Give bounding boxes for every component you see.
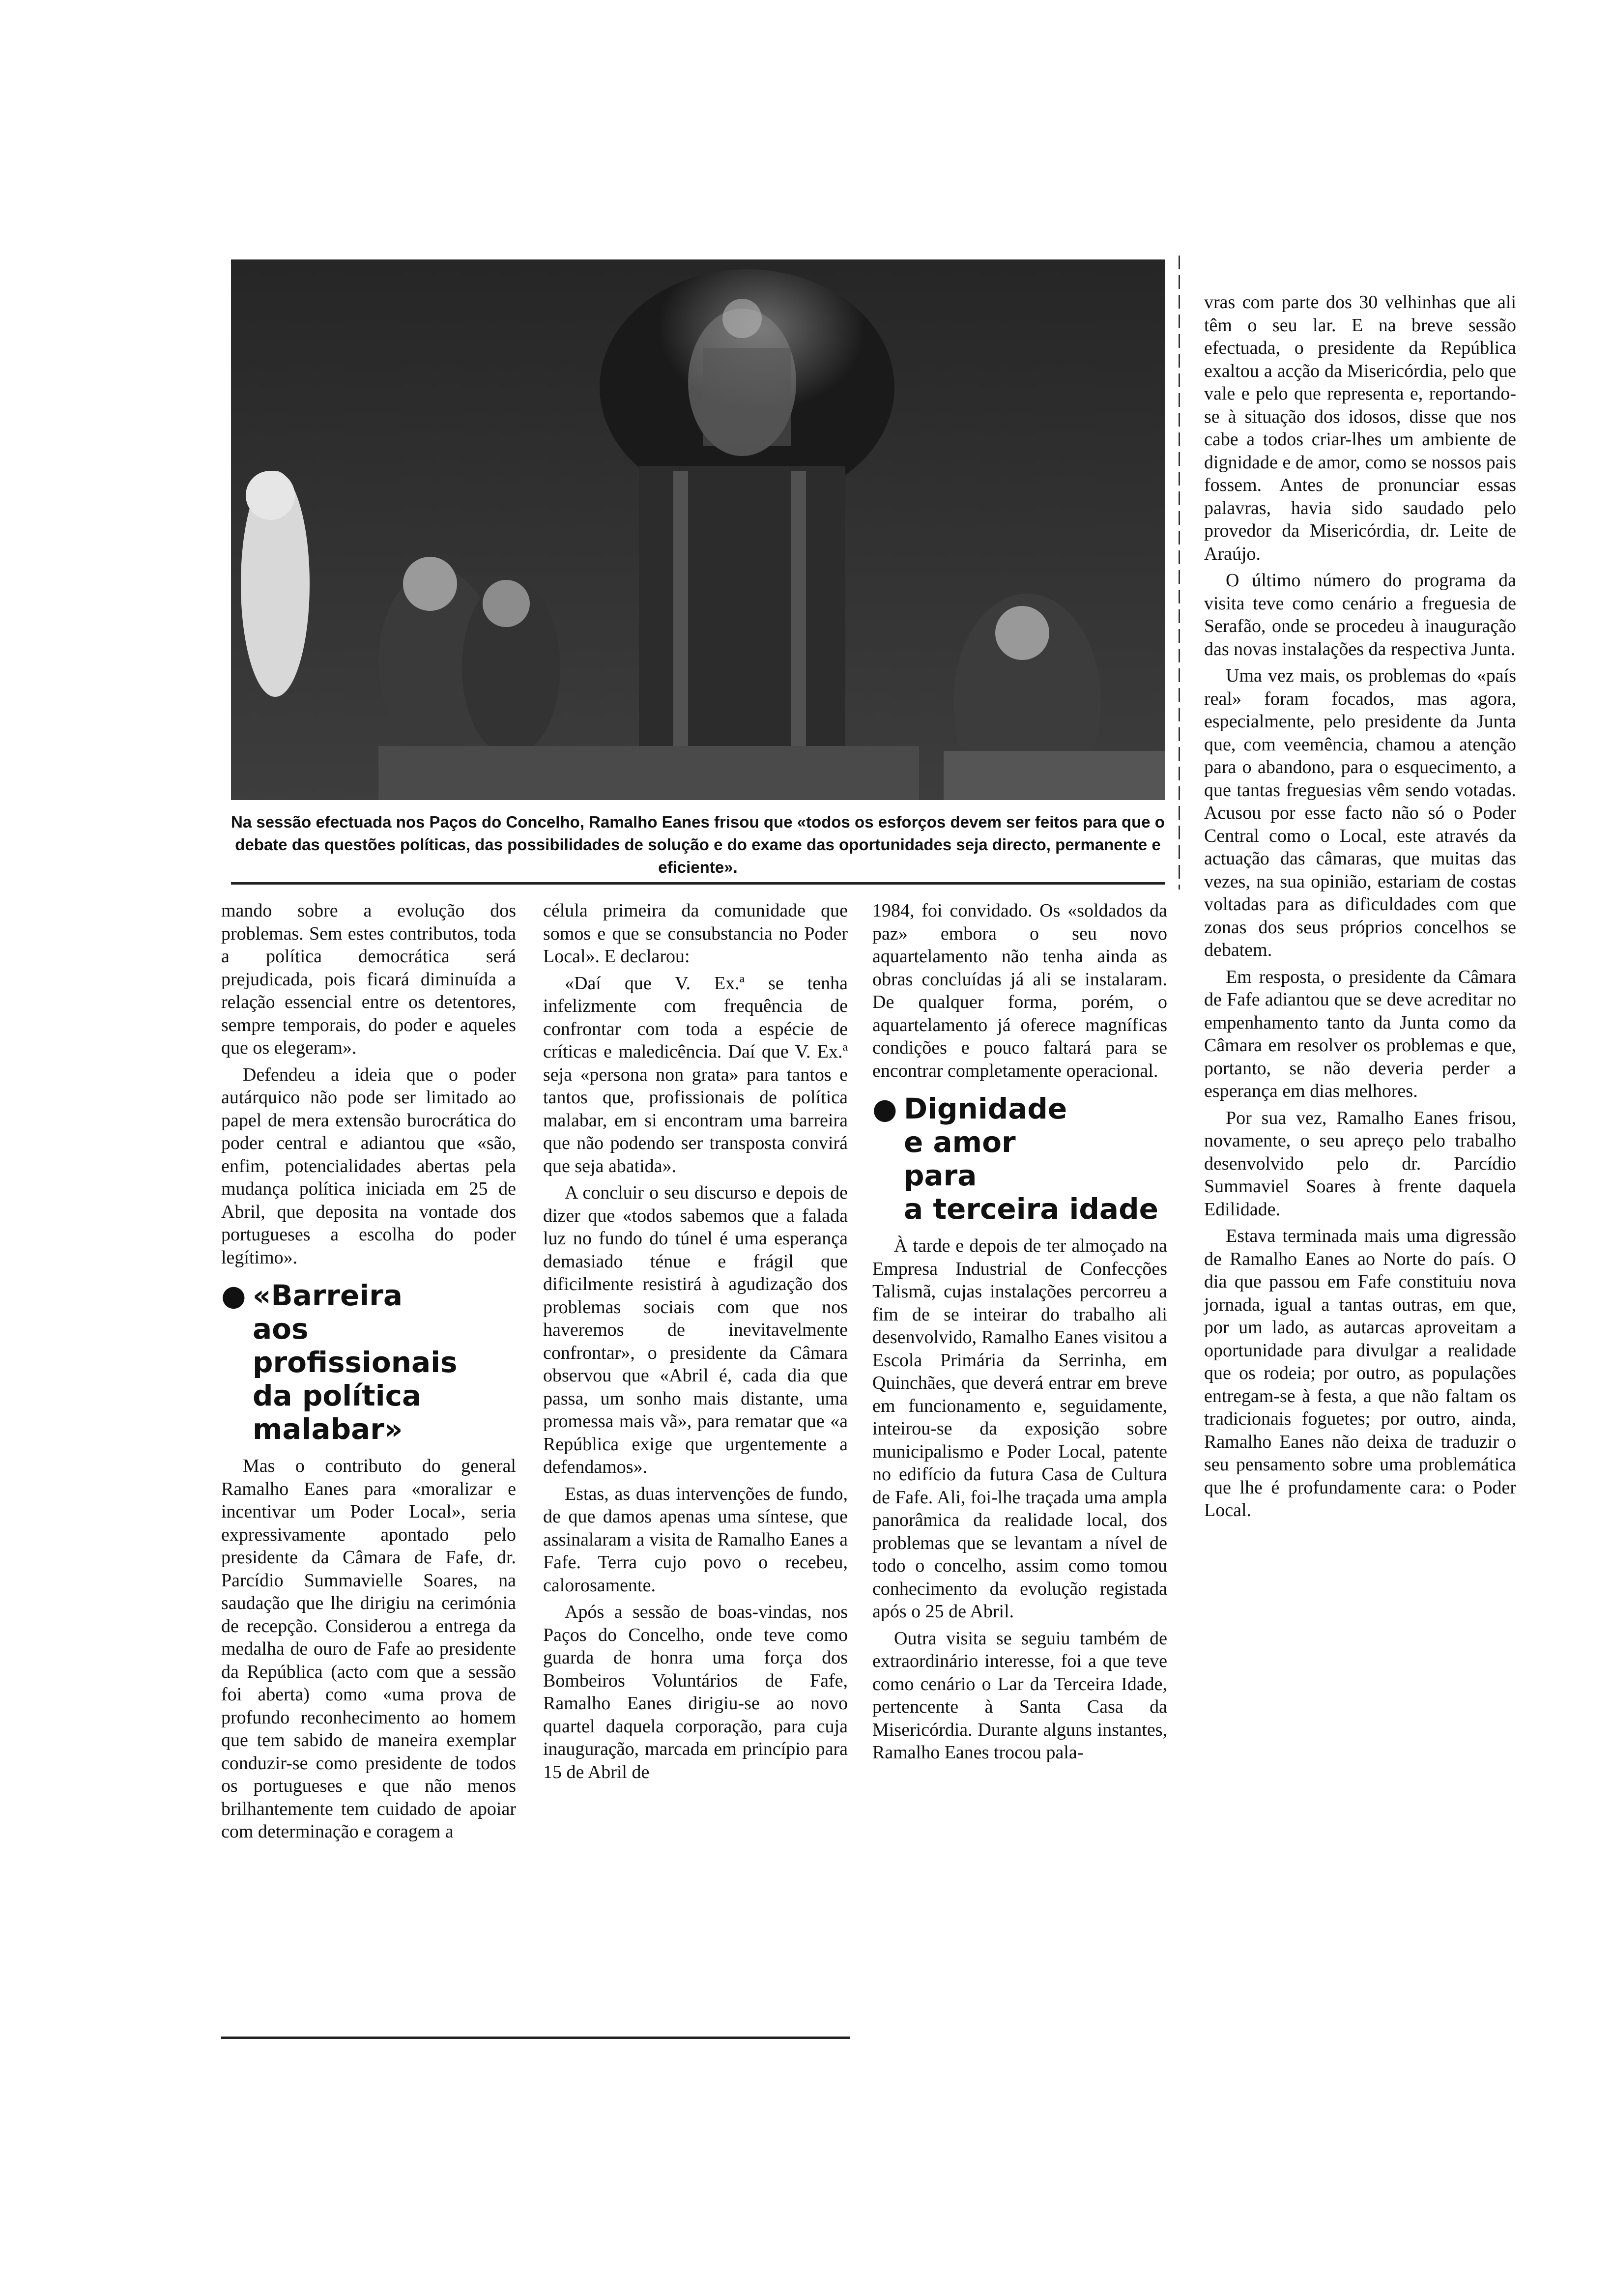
paragraph: Outra visita se seguiu também de extraordinário interesse, foi a que teve como cenário o Lar da Terceira Idade, pertencente à Santa Casa da Misericórdia. Durante alguns instantes, Ramalho Eanes trocou pala-: [872, 1628, 1167, 1763]
paragraph: À tarde e depois de ter almoçado na Empresa Industrial de Confecções Talismã, cujas instalações percorreu a fim de se inteirar do trabalho ali desenvolvido, Ramalho Eanes visitou a Escola Primária da Serrinha, em Quinchães, que deverá entrar em breve em funcionamento e, seguidamente, inteirou-se da exposição sobre municipalismo e Poder Local, patente no edifício da futura Casa de Cultura de Fafe. Ali, foi-lhe traçada uma ampla panorâmica da realidade local, dos problemas que se levantam a nível de todo o concelho, assim como tomou conhecimento da evolução registada após o 25 de Abril.: [872, 1235, 1167, 1622]
bullet-icon: ●: [221, 1279, 246, 1312]
bottom-rule: [221, 2037, 850, 2039]
article-column-3: [872, 899, 1167, 1768]
paragraph: A concluir o seu discurso e depois de dizer que «todos sabemos que a falada luz no fundo do túnel é uma esperança demasiado ténue e frágil que dificilmente resistirá à agudização dos problemas sociais com que nos haveremos de inevitavelmente confrontar», o presidente da Câmara observou que «Abril é, cada dia que passa, um sonho mais distante, uma promessa mais vã», para rematar que «a República exige que urgentemente a defendamos».: [543, 1182, 848, 1477]
paragraph: Após a sessão de boas-vindas, nos Paços do Concelho, onde teve como guarda de honra uma força dos Bombeiros Voluntários de Fafe, Ramalho Eanes dirigiu-se ao novo quartel daquela corporação, para cuja inauguração, marcada em princípio para 15 de Abril de: [543, 1602, 848, 1782]
paragraph: Mas o contributo do general Ramalho Eanes para «moralizar e incentivar um Poder Local», seria expressivamente apontado pelo presidente da Câmara de Fafe, dr. Parcídio Summavielle Soares, na saudação que lhe dirigiu na cerimónia de recepção. Considerou a entrega da medalha de ouro de Fafe ao presidente da República (acto com que a sessão foi aberta) como «uma prova de profundo reconhecimento ao homem que tem sabido de maneira exemplar conduzir-se como presidente de todos os portugueses e que não menos brilhantemente tem cuidado de apoiar com determinação e coragem a: [221, 1456, 516, 1842]
paragraph: Estava terminada mais uma digressão de Ramalho Eanes ao Norte do país. O dia que passou em Fafe constituiu nova jornada, igual a tantas outras, em que, por um lado, as autarcas aproveitam a oportunidade para divulgar a realidade que os rodeia; por outro, as populações entregam-se à festa, a que não faltam os tradicionais foguetes; por outro, ainda, Ramalho Eanes não deixa de traduzir o seu pensamento sobre uma problemática que lhe é profundamente cara: o Poder Local.: [1204, 1226, 1516, 1521]
paragraph: Por sua vez, Ramalho Eanes frisou, novamente, o seu apreço pelo trabalho desenvolvido pelo dr. Parcídio Summaviel Soares à frente daquela Edilidade.: [1204, 1107, 1516, 1220]
subheading-dignidade: ● Dignidade e amor para a terceira idade: [872, 1092, 1158, 1226]
photo-illustration: [231, 259, 1165, 800]
paragraph: célula primeira da comunidade que somos e que se consubstancia no Poder Local». E declarou:: [543, 900, 848, 967]
article-column-1: [221, 899, 516, 1847]
column-divider: [1179, 256, 1180, 890]
subheading-barreira: ● «Barreira aos profissionais da política malabar»: [221, 1279, 458, 1446]
bullet-icon: ●: [872, 1092, 897, 1125]
caption-rule: [231, 882, 1165, 885]
article-column-4: [1204, 291, 1516, 1526]
paragraph: 1984, foi convidado. Os «soldados da paz» embora o seu novo aquartelamento não tenha ainda as obras concluídas já ali se instalaram. De qualquer forma, porém, o aquartelamento já oferece magníficas condições e pouco faltará para se encontrar completamente operacional.: [872, 900, 1167, 1081]
paragraph: mando sobre a evolução dos problemas. Sem estes contributos, toda a política democrática será prejudicada, pois ficará diminuída a relação essencial entre os detentores, sempre temporais, do poder e aqueles que os elegeram».: [221, 900, 516, 1058]
paragraph: vras com parte dos 30 velhinhas que ali têm o seu lar. E na breve sessão efectuada, o presidente da República exaltou a acção da Misericórdia, pelo que vale e pelo que representa e, reportando-se à situação dos idosos, disse que nos cabe a todos criar-lhes um ambiente de dignidade e de amor, como se nossos pais fossem. Antes de pronunciar essas palavras, havia sido saudado pelo provedor da Misericórdia, dr. Leite de Araújo.: [1204, 292, 1516, 564]
paragraph: O último número do programa da visita teve como cenário a freguesia de Serafão, onde se procedeu à inauguração das novas instalações da respectiva Junta.: [1204, 570, 1516, 660]
news-photo: [231, 259, 1165, 800]
paragraph: Em resposta, o presidente da Câmara de Fafe adiantou que se deve acreditar no empenhamento tanto da Junta como da Câmara em resolver os problemas e que, portanto, se não deveria perder a esperança em dias melhores.: [1204, 966, 1516, 1101]
paragraph: Uma vez mais, os problemas do «país real» foram focados, mas agora, especialmente, pelo presidente da Junta que, com veemência, chamou a atenção para o abandono, para o esquecimento, a que tantas freguesias vêm sendo votadas. Acusou por esse facto não só o Poder Central como o Local, este através da actuação das câmaras, que muitas das vezes, na sua opinião, estariam de costas voltadas para as dificuldades com que zonas dos seus próprios concelhos se debatem.: [1204, 665, 1516, 960]
paragraph: «Daí que V. Ex.ª se tenha infelizmente com frequência de confrontar com toda a espécie de críticas e maledicência. Daí que V. Ex.ª seja «persona non grata» para tantos e tantos que, profissionais de política malabar, em si encontram uma barreira que não podendo ser transposta convirá que seja abatida».: [543, 973, 848, 1177]
photo-caption: Na sessão efectuada nos Paços do Concelho, Ramalho Eanes frisou que «todos os esforços devem ser feitos para que o debate das questões políticas, das possibilidades de solução e do exame das oportunidades seja directo, permanente e eficiente».: [231, 813, 1165, 876]
paragraph: Estas, as duas intervenções de fundo, de que damos apenas uma síntese, que assinalaram a visita de Ramalho Eanes a Fafe. Terra cujo povo o recebeu, calorosamente.: [543, 1483, 848, 1596]
paragraph: Defendeu a ideia que o poder autárquico não pode ser limitado ao papel de mera extensão burocrática do poder central e adiantou que «são, enfim, potencialidades abertas pela mudança política iniciada em 25 de Abril, que deposita na vontade dos portugueses a escolha do poder legítimo».: [221, 1064, 516, 1268]
article-column-2: [543, 899, 848, 1787]
